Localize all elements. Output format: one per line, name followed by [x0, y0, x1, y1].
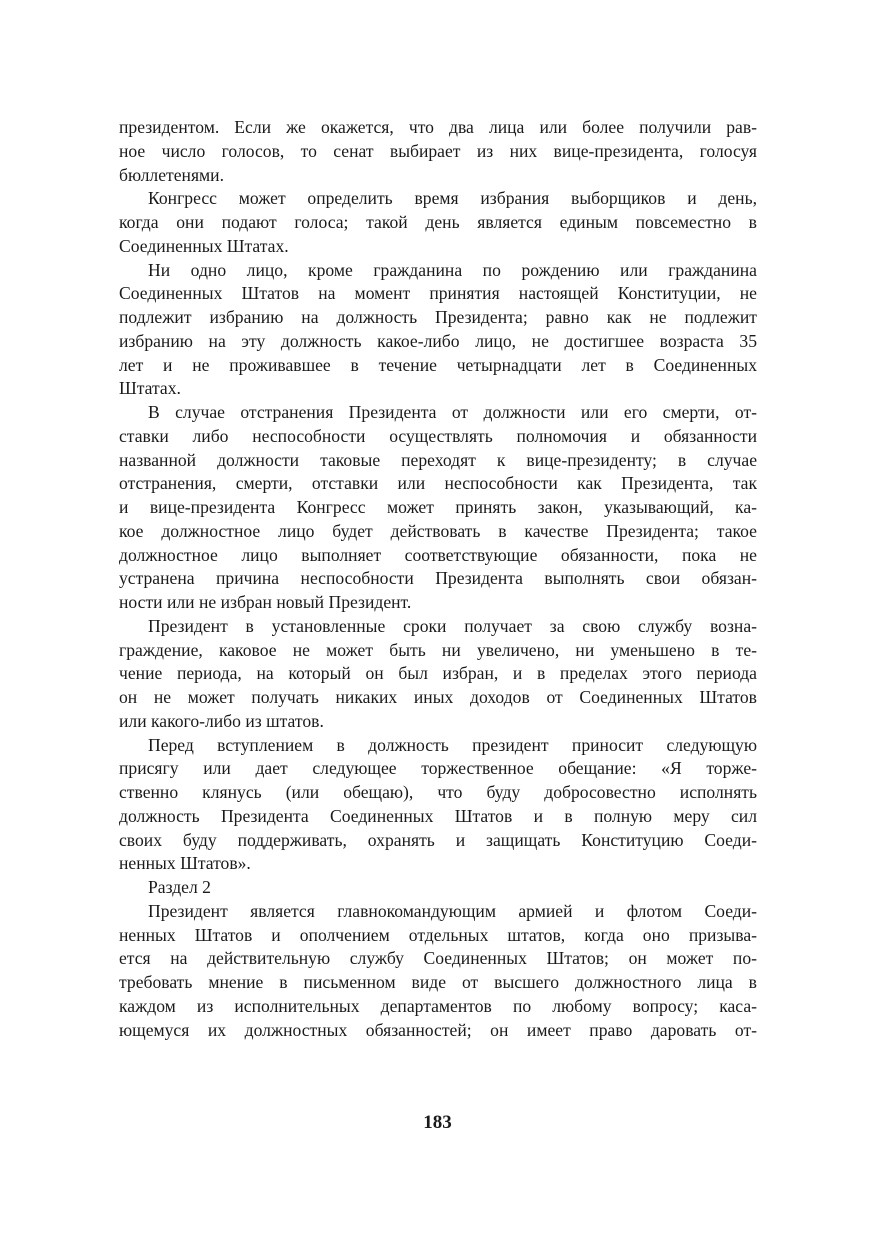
text-line: Штатах.	[119, 378, 181, 399]
text-line: граждение, каковое не может быть ни увеличено, ни уменьшено в те-	[119, 639, 757, 660]
text-line: присягу или дает следующее торжественное обещание: «Я торже-	[119, 758, 757, 779]
text-line: кое должностное лицо будет действовать в качестве Президента; такое	[119, 520, 757, 541]
paragraph	[119, 900, 757, 1043]
text-line: ности или не избран новый Президент.	[119, 592, 412, 612]
text-line: избранию на эту должность какое-либо лицо, не достигшее возраста 35	[119, 330, 757, 351]
page-number: 183	[423, 1112, 452, 1133]
text-line: президентом. Если же окажется, что два лица или более получили рав-	[119, 117, 757, 137]
text-line: В случае отстранения Президента от должности или его смерти, от-	[148, 402, 757, 422]
text-line: подлежит избранию на должность Президента; равно как не подлежит	[119, 307, 757, 327]
text-line: ненных Штатов и ополчением отдельных штатов, когда оно призыва-	[119, 924, 757, 945]
text-line: Президент в установленные сроки получает за свою службу возна-	[148, 615, 757, 636]
text-line: отстранения, смерти, отставки или неспособности как Президента, так	[119, 473, 757, 494]
text-line: ственно клянусь (или обещаю), что буду добросовестно исполнять	[119, 782, 757, 802]
text-line: устранена причина неспособности Президента выполнять свои обязан-	[119, 568, 757, 589]
text-line: Перед вступлением в должность президент приносит следующую	[148, 734, 757, 755]
text-line: ненных Штатов».	[119, 853, 251, 874]
paragraph	[119, 116, 757, 187]
text-line: должность Президента Соединенных Штатов и в полную меру сил	[119, 805, 757, 826]
text-line: Раздел 2	[148, 877, 211, 897]
paragraph	[119, 734, 757, 877]
paragraph	[119, 259, 757, 402]
text-line: ное число голосов, то сенат выбирает из них вице-президента, голосуя	[119, 140, 757, 161]
text-line: чение периода, на который он был избран, и в пределах этого периода	[119, 663, 757, 684]
text-line: ется на действительную службу Соединенных Штатов; он может по-	[119, 948, 757, 969]
paragraph	[119, 187, 757, 258]
text-line: Соединенных Штатов на момент принятия настоящей Конституции, не	[119, 283, 757, 304]
text-line: он не может получать никаких иных доходов от Соединенных Штатов	[119, 687, 757, 707]
text-line: должностное лицо выполняет соответствующие обязанности, пока не	[119, 544, 757, 565]
text-line: Соединенных Штатах.	[119, 235, 289, 256]
text-line: требовать мнение в письменном виде от высшего должностного лица в	[119, 972, 757, 992]
text-line: и вице-президента Конгресс может принять закон, указывающий, ка-	[119, 497, 757, 517]
text-line: когда они подают голоса; такой день является единым повсеместно в	[119, 212, 757, 232]
text-line: Президент является главнокомандующим армией и флотом Соеди-	[148, 900, 757, 921]
text-line: названной должности таковые переходят к вице-президенту; в случае	[119, 449, 757, 470]
text-line: ющемуся их должностных обязанностей; он имеет право даровать от-	[119, 1019, 757, 1040]
text-line: своих буду поддерживать, охранять и защищать Конституцию Соеди-	[119, 829, 757, 850]
text-line: Ни одно лицо, кроме гражданина по рождению или гражданина	[148, 259, 757, 280]
text-line: лет и не проживавшее в течение четырнадцати лет в Соединенных	[119, 354, 757, 375]
text-line: бюллетенями.	[119, 164, 224, 185]
text-line: каждом из исполнительных департаментов по любому вопросу; каса-	[119, 995, 757, 1016]
paragraph	[119, 615, 757, 734]
document-body	[119, 116, 757, 1042]
paragraph	[119, 401, 757, 615]
text-line: или какого-либо из штатов.	[119, 710, 324, 731]
text-line: ставки либо неспособности осуществлять полномочия и обязанности	[119, 425, 757, 446]
paragraph	[119, 876, 757, 900]
text-line: Конгресс может определить время избрания выборщиков и день,	[148, 188, 757, 209]
